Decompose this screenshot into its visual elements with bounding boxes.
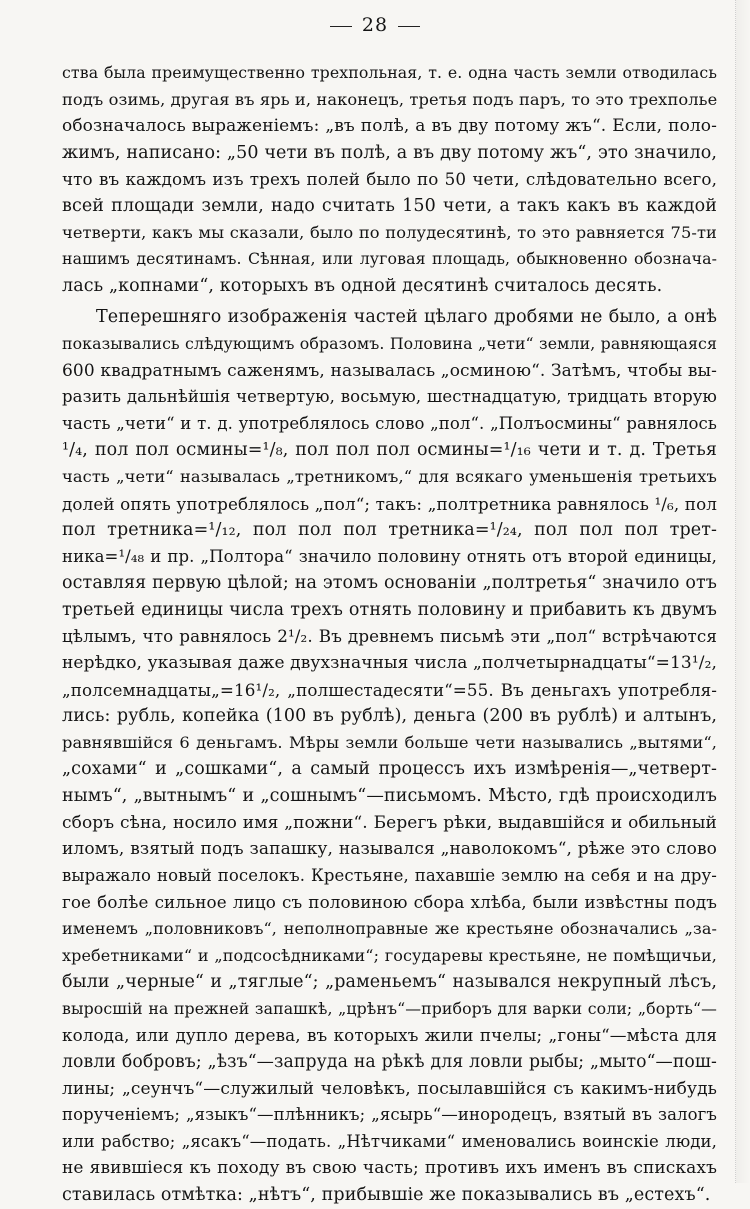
text-line: „полсемнадцаты„=16¹/₂, „полшестадесяти“=55. Въ деньгахъ употребля- [62,679,717,700]
text-line: долей опять употреблялось „пол“; такъ: „полтретника равнялось ¹/₆, пол [62,493,717,514]
text-line: лась „копнами“, которыхъ въ одной десятинѣ считалось десять. [62,275,663,296]
text-line: всей площади земли, надо считать 150 чети, а такъ какъ въ каждой [62,195,717,216]
text-line: или рабство; „ясакъ“—подать. „Нѣтчиками“ именовались воинскіе люди, [62,1131,717,1151]
text-line: гое болѣе сильное лицо съ половиною сбора хлѣба, были извѣстны подъ [62,892,717,913]
left-dash [330,26,352,27]
text-line: ства была преимущественно трехпольная, т. е. одна часть земли отводилась [62,63,717,82]
text-line: четверти, какъ мы сказали, было по полудесятинѣ, то это равняется 75-ти [62,222,717,242]
right-dash [398,26,420,27]
text-line: равнявшійся 6 деньгамъ. Мѣры земли больше чети назывались „вытями“, [62,732,717,752]
page-edge [735,0,750,1183]
text-line: часть „чети“ называлась „третникомъ,“ для всякаго уменьшенія третьихъ [62,466,717,486]
text-line: сборъ сѣна, носило имя „пожни“. Берегъ рѣки, выдавшійся и обильный [62,812,717,833]
text-line: разить дальнѣйшія четвертую, восьмую, шестнадцатую, тридцать вторую [62,387,717,407]
text-line: нашимъ десятинамъ. Сѣнная, или луговая площадь, обыкновенно обознача- [62,249,717,269]
text-line: колода, или дупло дерева, въ которыхъ жили пчелы; „гоны“—мѣста для [62,1025,717,1046]
text-line: ставилась отмѣтка: „нѣтъ“, прибывшіе же показывались въ „естехъ“. [62,1184,711,1205]
text-line: часть „чети“ и т. д. употреблялось слово „пол“. „Полъосмины“ равнялось [62,413,717,433]
text-line: ника=¹/₄₈ и пр. „Полтора“ значило половину отнять отъ второй единицы, [62,546,717,566]
text-line: ¹/₄, пол пол осмины=¹/₈, пол пол пол осмины=¹/₁₆ чети и т. д. Третья [62,440,717,461]
text-line: обозначалось выраженіемъ: „въ полѣ, а въ дву потому жъ“. Если, поло- [62,116,717,137]
text-line: нерѣдко, указывая даже двухзначныя числа „полчетырнадцаты“=13¹/₂, [62,653,717,674]
text-line: выражало новый поселокъ. Крестьяне, пахавшіе землю на себя и на дру- [62,865,717,885]
text-line: „сохами“ и „сошками“, а самый процессъ ихъ измѣренія—„четверт- [62,759,717,780]
text-line: лись: рубль, копейка (100 въ рублѣ), деньга (200 въ рублѣ) и алтынъ, [62,706,717,727]
text-line: именемъ „половниковъ“, неполноправные же крестьяне обозначались „за- [62,919,717,938]
text-line: Теперешняго изображенія частей цѣлаго дробями не было, а онѣ [96,307,717,328]
paragraph [62,304,717,1208]
text-line: подъ озимь, другая въ ярь и, наконецъ, третья подъ паръ, то это трехполье [62,89,718,109]
page-number-text: 28 [361,14,389,36]
paragraph [62,60,717,299]
text-line: 600 квадратнымъ саженямъ, называлась „осминою“. Затѣмъ, чтобы вы- [62,360,717,381]
text-line: порученіемъ; „языкъ“—плѣнникъ; „ясырь“—инородецъ, взятый въ залогъ [62,1105,717,1125]
text-line: что въ каждомъ изъ трехъ полей было по 50 чети, слѣдовательно всего, [62,169,717,190]
text-line: показывались слѣдующимъ образомъ. Половина „чети“ земли, равняющаяся [62,333,717,353]
text-line: жимъ, написано: „50 чети въ полѣ, а въ дву потому жъ“, это значило, [62,142,717,163]
text-line: пол третника=¹/₁₂, пол пол пол третника=¹/₂₄, пол пол пол трет- [62,520,717,541]
text-line: не явившіеся къ походу въ свою часть; противъ ихъ именъ въ спискахъ [62,1158,717,1179]
text-line: хребетниками“ и „подсосѣдниками“; государевы крестьяне, не помѣщичьи, [62,945,717,965]
text-line: ловли бобровъ; „ѣзъ“—запруда на рѣкѣ для ловли рыбы; „мыто“—пош- [62,1051,717,1072]
text-line: цѣлымъ, что равнялось 2¹/₂. Въ древнемъ письмѣ эти „пол“ встрѣчаются [62,626,717,647]
page-number [0,14,750,36]
text-line: иломъ, взятый подъ запашку, назывался „наволокомъ“, рѣже это слово [62,839,717,860]
text-line: оставляя первую цѣлой; на этомъ основаніи „полтретья“ значило отъ [62,573,717,594]
text-line: нымъ“, „вытнымъ“ и „сошнымъ“—письмомъ. Мѣсто, гдѣ происходилъ [62,786,717,807]
body-text [62,60,717,1209]
text-line: были „черные“ и „тяглые“; „раменьемъ“ назывался некрупный лѣсъ, [62,972,717,993]
text-line: лины; „сеунчъ“—служилый человѣкъ, посылавшійся съ какимъ-нибудь [62,1078,717,1099]
text-line: выросшій на прежней запашкѣ, „црѣнъ“—приборъ для варки соли; „борть“— [62,998,717,1018]
text-line: третьей единицы числа трехъ отнять половину и прибавить къ двумъ [62,599,717,620]
